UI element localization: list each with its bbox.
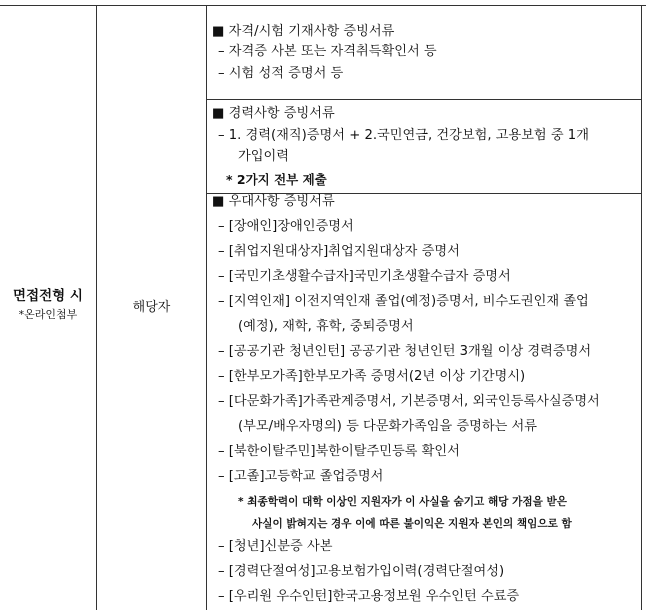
row-divider-1	[206, 99, 641, 100]
note-bold-continued: 사실이 밝혀지는 경우 이에 따른 불이익은 지원자 본인의 책임으로 함	[252, 518, 572, 530]
column-divider-2	[206, 5, 207, 610]
list-item: – [지역인재] 이전지역인재 졸업(예정)증명서, 비수도권인재 졸업	[218, 294, 589, 309]
target-label: 해당자	[132, 300, 171, 315]
section-heading: ■ 경력사항 증빙서류	[212, 106, 335, 121]
list-item: – [장애인]장애인증명서	[218, 219, 354, 234]
list-item: – [공공기관 청년인턴] 공공기관 청년인턴 3개월 이상 경력증명서	[218, 344, 592, 359]
list-item: – [고졸]고등학교 졸업증명서	[218, 469, 384, 484]
list-item-continued: 가입이력	[238, 149, 289, 164]
list-item: – [북한이탈주민]북한이탈주민등록 확인서	[218, 444, 460, 459]
note-bold: * 2가지 전부 제출	[226, 172, 327, 187]
list-item: – [국민기초생활수급자]국민기초생활수급자 증명서	[218, 269, 511, 284]
list-item: – [청년]신분증 사본	[218, 539, 333, 554]
note-bold: * 최종학력이 대학 이상인 지원자가 이 사실을 숨기고 해당 가점을 받은	[238, 496, 567, 508]
list-item: – 자격증 사본 또는 자격취득확인서 등	[218, 44, 437, 59]
list-item: – [우리원 우수인턴]한국고용정보원 우수인턴 수료증	[218, 589, 520, 604]
section-heading: ■ 우대사항 증빙서류	[212, 194, 335, 209]
stage-subtitle: *온라인첨부	[18, 308, 78, 321]
list-item: – [한부모가족]한부모가족 증명서(2년 이상 기간명시)	[218, 369, 526, 384]
list-item: – [다문화가족]가족관계증명서, 기본증명서, 외국인등록사실증명서	[218, 394, 600, 409]
list-item: – [경력단절여성]고용보험가입이력(경력단절여성)	[218, 564, 505, 579]
list-item-continued: (부모/배우자명의) 등 다문화가족임을 증명하는 서류	[238, 419, 538, 434]
list-item-continued: (예정), 재학, 휴학, 중퇴증명서	[238, 319, 414, 334]
stage-label	[0, 286, 96, 324]
stage-title: 면접전형 시	[13, 288, 83, 304]
list-item: – [취업지원대상자]취업지원대상자 증명서	[218, 244, 460, 259]
table-right-border	[641, 5, 642, 610]
list-item: – 시험 성적 증명서 등	[218, 66, 344, 81]
section-heading: ■ 자격/시험 기재사항 증빙서류	[212, 24, 395, 39]
list-item: – 1. 경력(재직)증명서 + 2.국민연금, 건강보험, 고용보험 중 1개	[218, 128, 589, 143]
